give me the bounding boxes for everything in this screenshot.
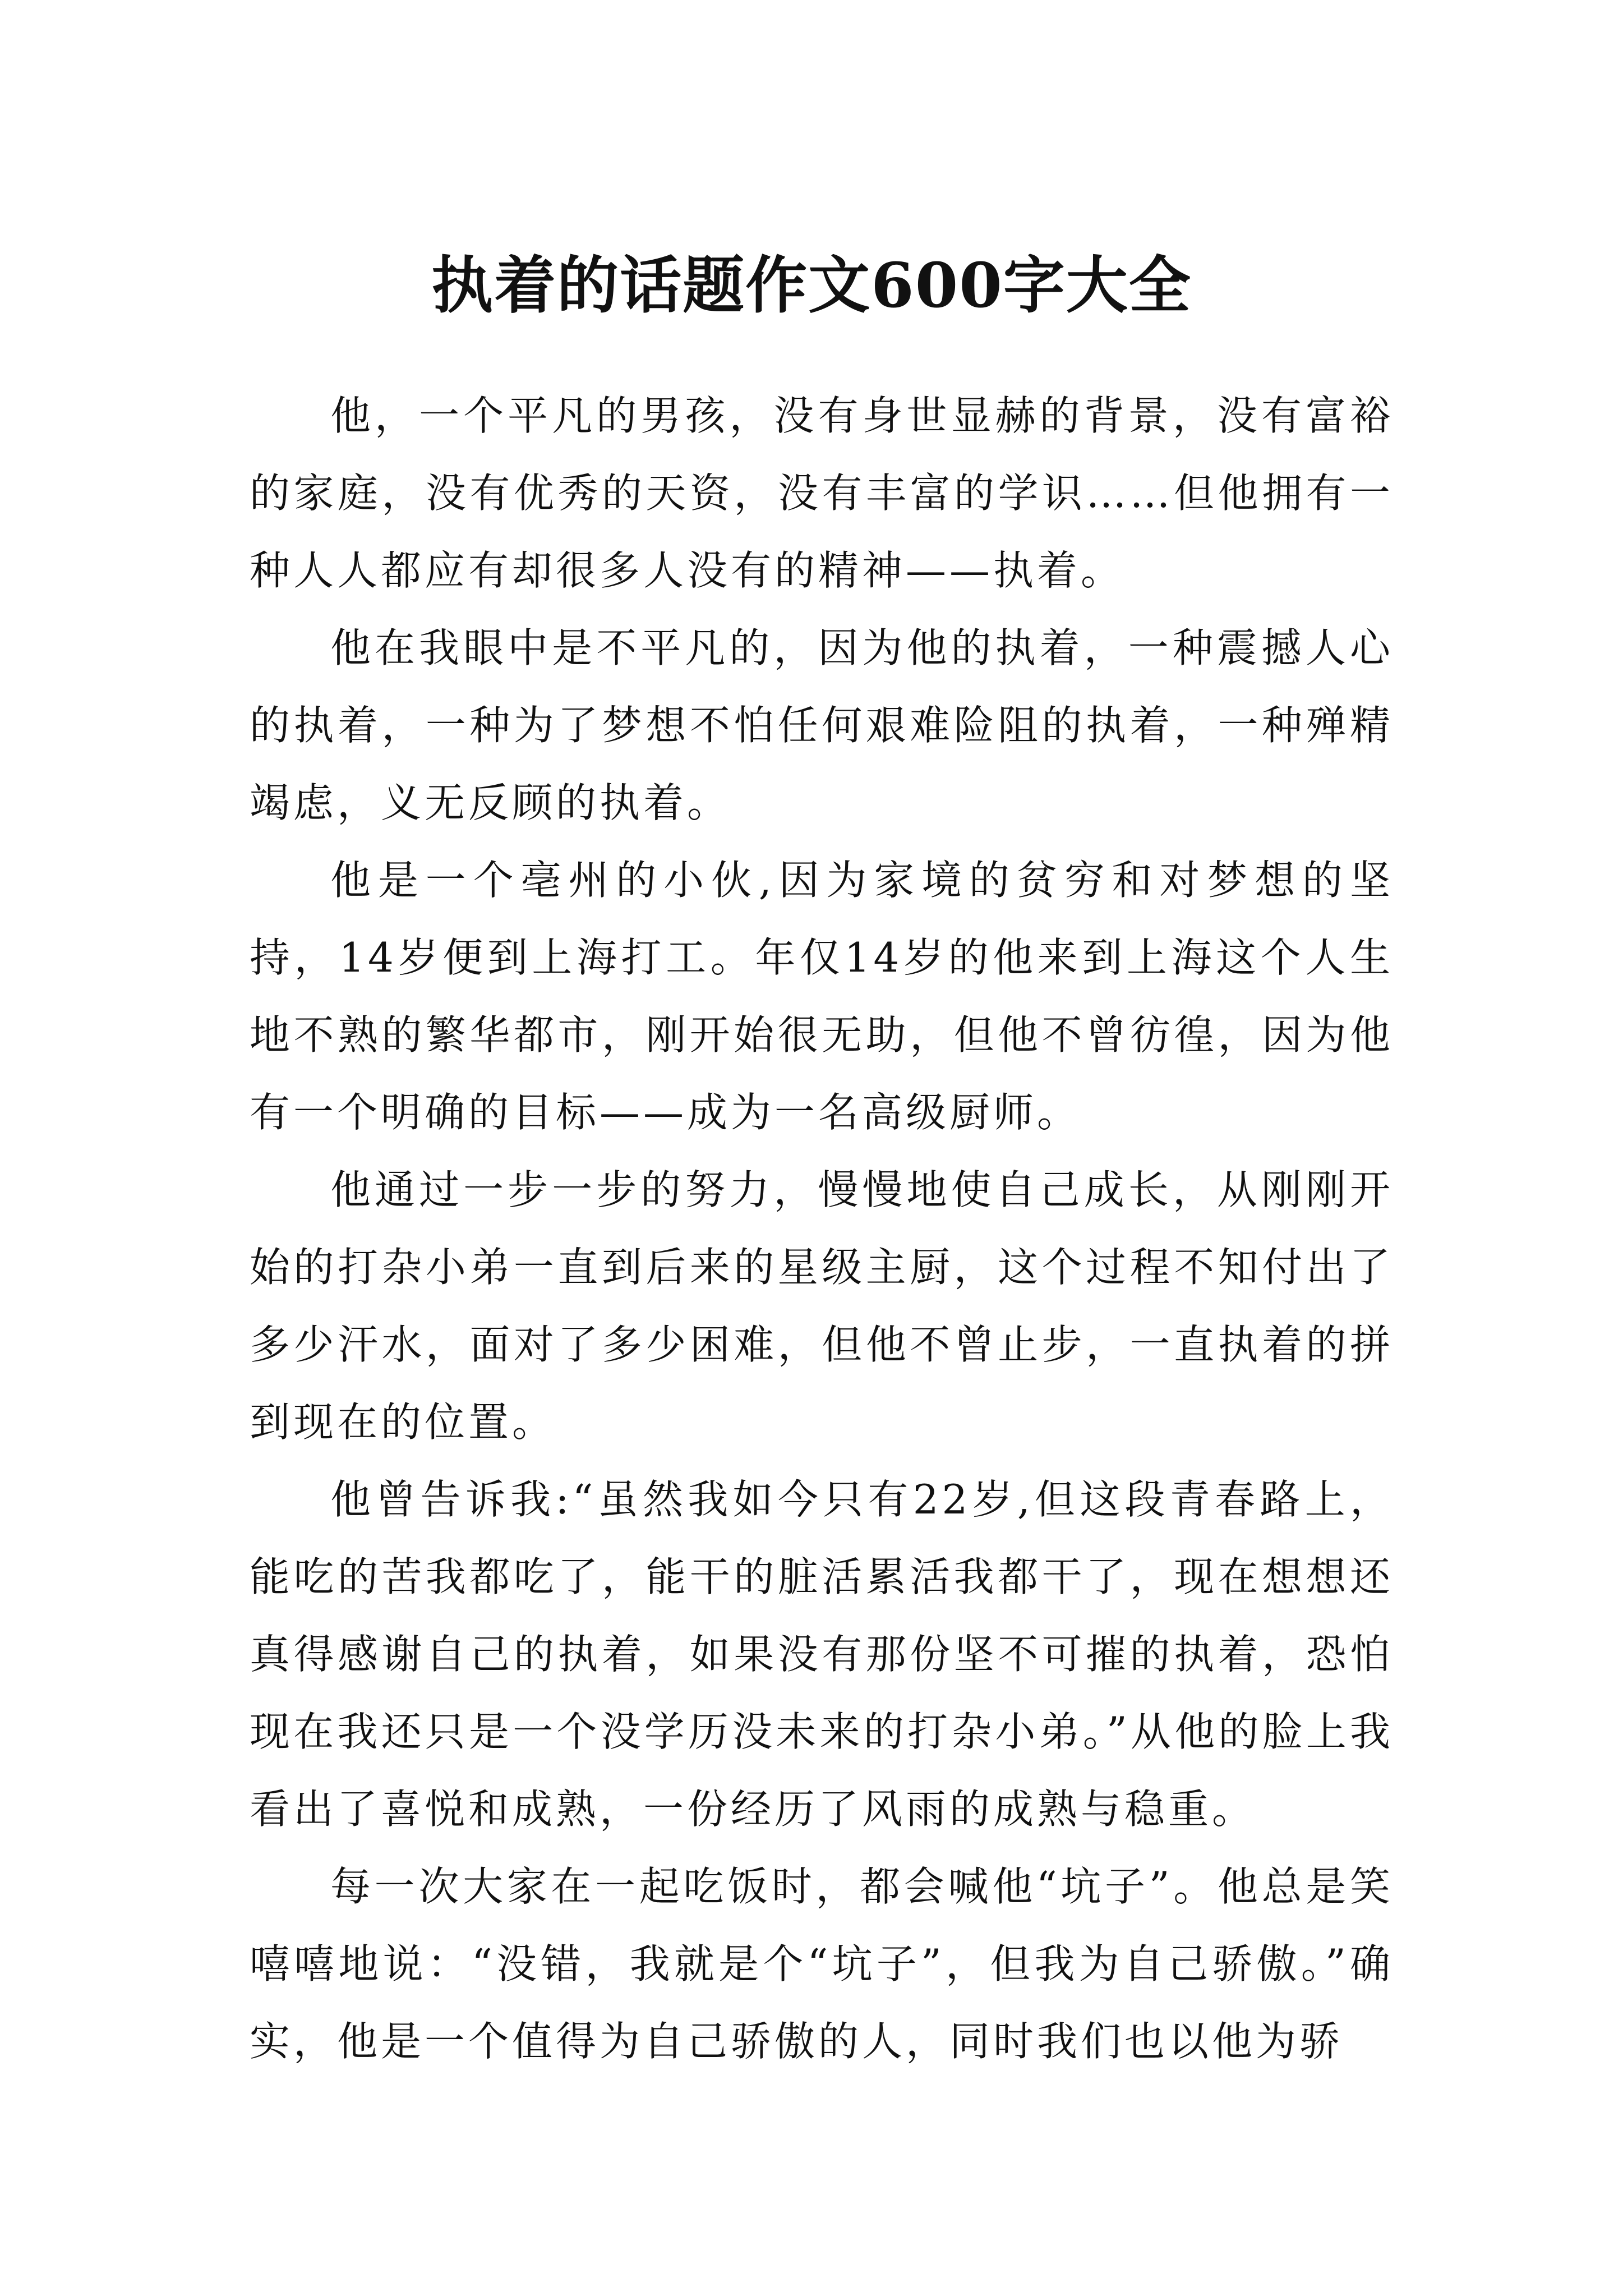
paragraph-3: 他是一个亳州的小伙,因为家境的贫穷和对梦想的坚持，14岁便到上海打工。年仅14岁的他来到上海这个人生地不熟的繁华都市，刚开始很无助，但他不曾彷徨，因为他有一个明确的目标——成为一名高级厨师。 (250, 857, 1394, 1136)
paragraph-1: 他，一个平凡的男孩，没有身世显赫的背景，没有富裕的家庭，没有优秀的天资，没有丰富的学识……但他拥有一种人人都应有却很多人没有的精神——执着。 (250, 392, 1394, 594)
document-body (250, 377, 1394, 2080)
document-title: 执着的话题作文600字大全 (431, 249, 1192, 321)
paragraph-4: 他通过一步一步的努力，慢慢地使自己成长，从刚刚开始的打杂小弟一直到后来的星级主厨，这个过程不知付出了多少汗水，面对了多少困难，但他不曾止步，一直执着的拼到现在的位置。 (250, 1166, 1394, 1446)
paragraph-2: 他在我眼中是不平凡的，因为他的执着，一种震撼人心的执着，一种为了梦想不怕任何艰难险阻的执着，一种殚精竭虑，义无反顾的执着。 (250, 624, 1394, 826)
paragraph-6: 每一次大家在一起吃饭时，都会喊他“坑子”。他总是笑嘻嘻地说：“没错，我就是个“坑子”，但我为自己骄傲。”确实，他是一个值得为自己骄傲的人，同时我们也以他为骄 (250, 1863, 1394, 2065)
paragraph-5: 他曾告诉我:“虽然我如今只有22岁,但这段青春路上，能吃的苦我都吃了，能干的脏活累活我都干了，现在想想还真得感谢自己的执着，如果没有那份坚不可摧的执着，恐怕现在我还只是一个没学历没未来的打杂小弟。”从他的脸上我看出了喜悦和成熟，一份经历了风雨的成熟与稳重。 (250, 1476, 1394, 1833)
